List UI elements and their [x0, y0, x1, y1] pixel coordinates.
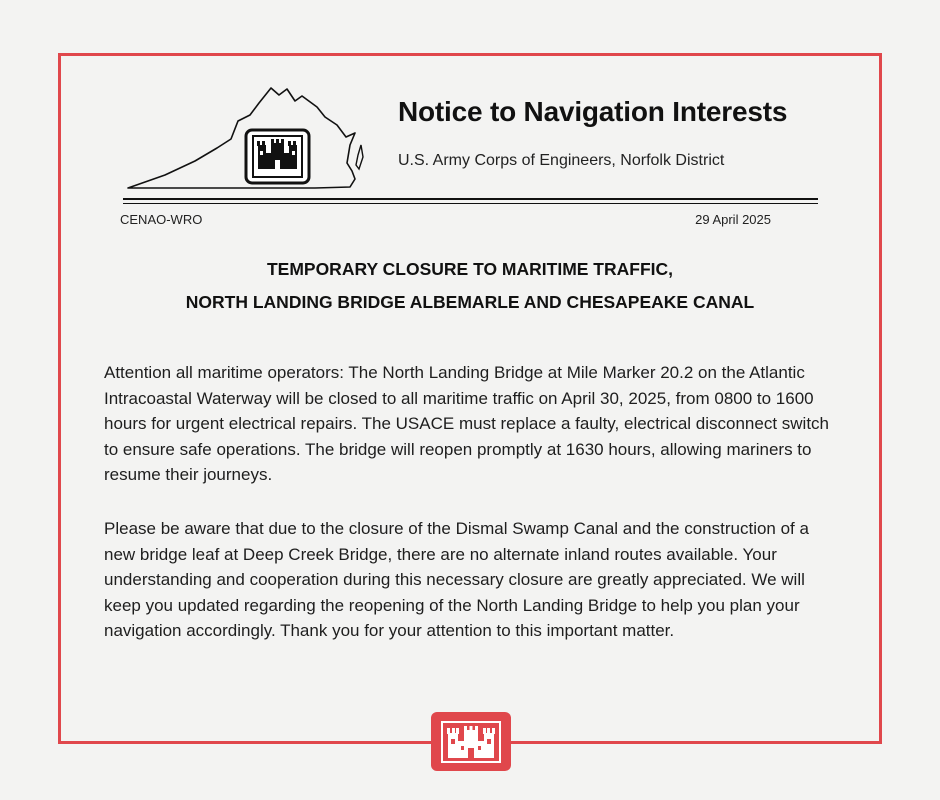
- notice-heading-line2: NORTH LANDING BRIDGE ALBEMARLE AND CHESAPEAKE CANAL: [185, 292, 755, 312]
- header-divider-thin: [123, 203, 818, 204]
- virginia-map-castle-icon: [125, 85, 370, 195]
- page-title: Notice to Navigation Interests: [398, 96, 788, 127]
- organization-name: U.S. Army Corps of Engineers, Norfolk District: [398, 152, 725, 169]
- body-paragraph-1: Attention all maritime operators: The North Landing Bridge at Mile Marker 20.2 on the Atlantic Intracoastal Waterway will be closed to all maritime traffic on April 30, 2025, from 0800 to 1600 hours for urgent electrical repairs. The USACE must replace a faulty, electrical disconnect switch to ensure safe operations. The bridge will reopen promptly at 1630 hours, allowing mariners to resume their journeys.: [104, 363, 830, 484]
- notice-date: 29 April 2025: [695, 212, 771, 227]
- usace-castle-logo-icon: [431, 712, 511, 771]
- body-paragraph-2: Please be aware that due to the closure of the Dismal Swamp Canal and the construction of a new bridge leaf at Deep Creek Bridge, there are no alternate inland routes available. Your understanding and cooperation during this necessary closure are greatly appreciated. We will keep you updated regarding the reopening of the North Landing Bridge to help you plan your navigation accordingly. Thank you for your attention to this important matter.: [104, 519, 809, 640]
- reference-code: CENAO-WRO: [120, 212, 203, 227]
- notice-heading-line1: TEMPORARY CLOSURE TO MARITIME TRAFFIC,: [266, 259, 674, 279]
- header-divider: [123, 198, 818, 200]
